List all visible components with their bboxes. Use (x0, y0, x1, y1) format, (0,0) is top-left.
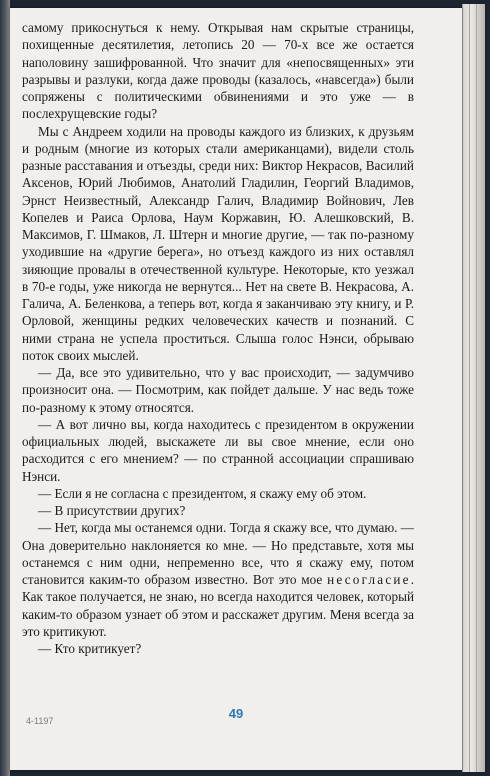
paragraph-8: — Кто критикует? (38, 641, 142, 656)
paragraph-3: — Да, все это удивительно, что у вас происходит, — задумчиво произносит она. — Посмотрим, как пойдет дальше. У нас ведь тоже по-разному к этому относятся. (22, 365, 414, 415)
paragraph-7-start: — Нет, когда мы останемся одни. Тогда я скажу все, что думаю. — Она доверительно наклоняется ко мне. — Но представьте, хотя мы останемся с ним одни, непременно все, что я скажу ему, потом становится каким-то образом известно. Вот это мое (22, 520, 414, 587)
paragraph-7 (22, 519, 414, 640)
page-number: 49 (228, 706, 244, 721)
paragraph-6: — В присутствии других? (38, 503, 186, 518)
book-spine-shadow (0, 0, 10, 776)
paragraph-5: — Если я не согласна с президентом, я скажу ему об этом. (38, 485, 367, 501)
spaced-emphasis-word: несогласие (327, 572, 411, 587)
page-stack-edge (462, 4, 485, 772)
paragraph-4: — А вот лично вы, когда находитесь с президентом в окружении официальных людей, выскажете ли вы свое мнение, если оно расходится с его мнением? — по странной ассоциации спрашиваю Нэнси. (22, 416, 414, 484)
page-footer (10, 700, 462, 730)
page-body-text (22, 19, 414, 657)
paragraph-1: самому прикоснуться к нему. Открывая нам скрытые страницы, похищенные десятилетия, летопись 20 — 70-х все же остается наполовину зашифрованной. Что значит для «непосвященных» эти разрывы и разлуки, когда даже проводы (казалось, «навсегда») были сопряжены с политическими обвинениями и это уже — в послехрущевские годы? (22, 20, 414, 122)
paragraph-7-end: . Как такое получается, не знаю, но всегда находится человек, который каким-то образом узнает об этом и расскажет другим. Меня всегда за это критикуют. (22, 572, 414, 639)
printer-signature: 4-1197 (26, 716, 54, 726)
paragraph-2: Мы с Андреем ходили на проводы каждого из близких, к друзьям и родным (многие из которых стали американцами), видели столь разные расставания и отъезды, среди них: Виктор Некрасов, Василий Аксенов, Юрий Любимов, Анатолий Гладилин, Георгий Владимов, Эрнст Неизвестный, Александр Галич, Владимир Войнович, Лев Копелев и Раиса Орлова, Наум Коржавин, Ю. Алешковский, В. Максимов, Г. Шмаков, Л. Штерн и многие другие, — так по-разному уходившие на «другие берега», но отъезд каждого из них оставлял зияющие провалы в отечественной культуре. Некоторые, кто уезжал в 70-е годы, уже никогда не вернутся... Нет на свете В. Некрасова, А. Галича, А. Беленкова, а теперь вот, когда я заканчиваю эту книгу, и Р. Орловой, женщины редких человеческих качеств и познаний. С ними страна не успела проститься. Слыша голос Нэнси, обрываю поток своих мыслей. (22, 123, 414, 363)
